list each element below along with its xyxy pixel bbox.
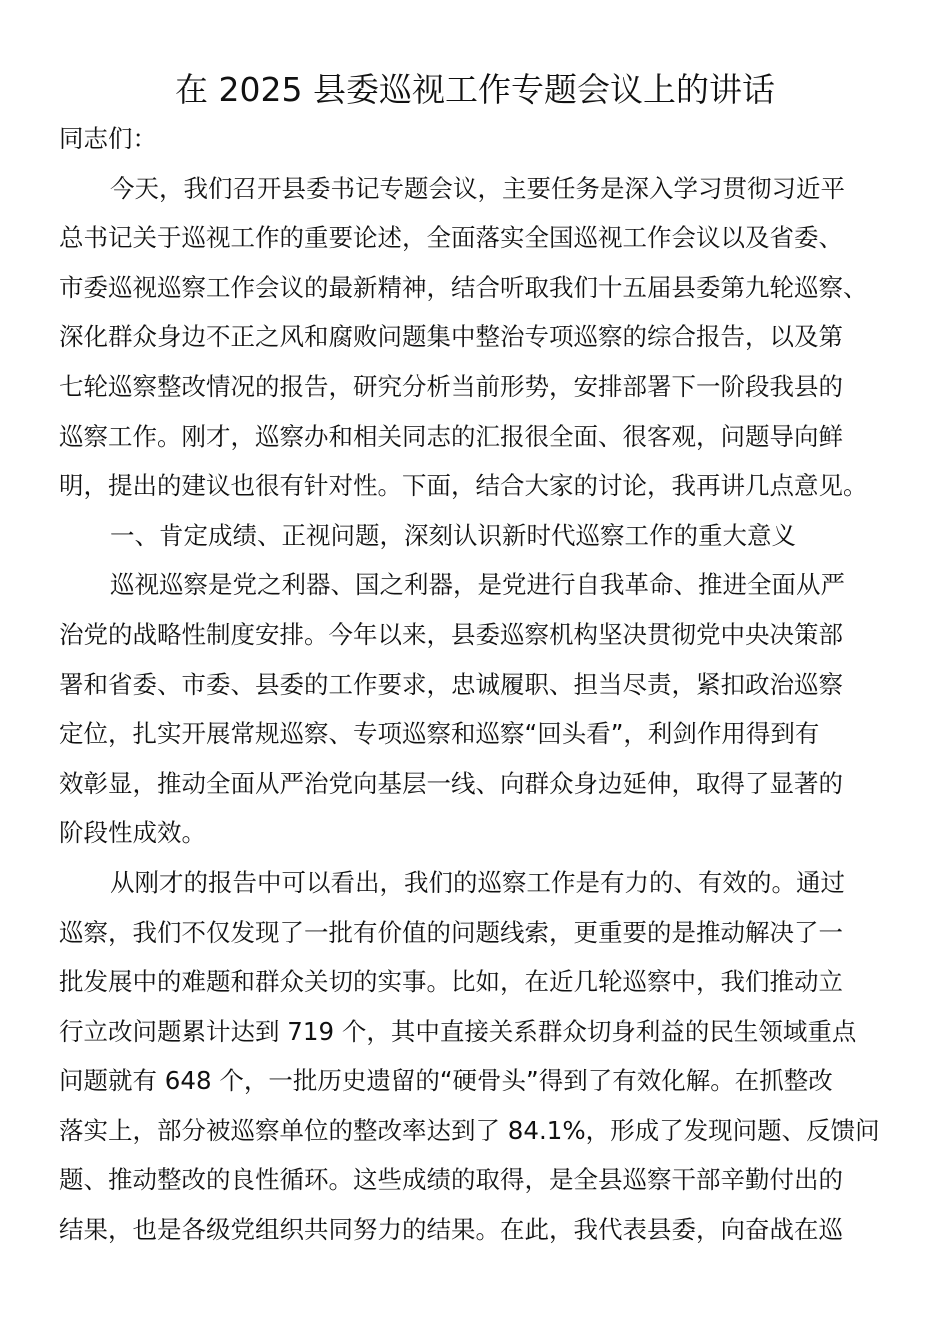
text-line: 定位，扎实开展常规巡察、专项巡察和巡察“回头看”，利剑作用得到有 (59, 719, 820, 749)
text-line: 题、推动整改的良性循环。这些成绩的取得，是全县巡察干部辛勤付出的 (59, 1165, 843, 1195)
text-line: 从刚才的报告中可以看出，我们的巡察工作是有力的、有效的。通过 (110, 867, 845, 897)
section-heading (59, 511, 899, 561)
text-line: 明，提出的建议也很有针对性。下面，结合大家的讨论，我再讲几点意见。 (59, 471, 868, 501)
document-title: 在 2025 县委巡视工作专题会议上的讲话 (175, 70, 775, 109)
text-line: 今天，我们召开县委书记专题会议，主要任务是深入学习贯彻习近平 (110, 173, 845, 203)
text-line: 署和省委、市委、县委的工作要求，忠诚履职、担当尽责，紧扣政治巡察 (59, 669, 843, 699)
text-line: 七轮巡察整改情况的报告，研究分析当前形势，安排部署下一阶段我县的 (59, 371, 843, 401)
paragraphs (59, 164, 899, 1255)
text-line: 巡视巡察是党之利器、国之利器，是党进行自我革命、推进全面从严 (110, 570, 845, 600)
text-line: 结果，也是各级党组织共同努力的结果。在此，我代表县委，向奋战在巡 (59, 1215, 843, 1245)
text-line: 阶段性成效。 (59, 818, 206, 848)
document-body (59, 114, 899, 1255)
paragraph (59, 858, 899, 1255)
text-line: 巡察工作。刚才，巡察办和相关同志的汇报很全面、很客观，问题导向鲜 (59, 421, 843, 451)
text-line: 巡察，我们不仅发现了一批有价值的问题线索，更重要的是推动解决了一 (59, 917, 843, 947)
text-line: 问题就有 648 个，一批历史遗留的“硬骨头”得到了有效化解。在抓整改 (59, 1066, 833, 1096)
text-line: 深化群众身边不正之风和腐败问题集中整治专项巡察的综合报告，以及第 (59, 322, 843, 352)
paragraph (59, 560, 899, 858)
text-line: 批发展中的难题和群众关切的实事。比如，在近几轮巡察中，我们推动立 (59, 967, 843, 997)
text-line: 行立改问题累计达到 719 个，其中直接关系群众切身利益的民生领域重点 (59, 1016, 857, 1046)
text-line: 一、肯定成绩、正视问题，深刻认识新时代巡察工作的重大意义 (110, 520, 796, 550)
text-line: 市委巡视巡察工作会议的最新精神，结合听取我们十五届县委第九轮巡察、 (59, 272, 868, 302)
text-line: 效彰显，推动全面从严治党向基层一线、向群众身边延伸，取得了显著的 (59, 768, 843, 798)
paragraph (59, 164, 899, 511)
text-line: 总书记关于巡视工作的重要论述，全面落实全国巡视工作会议以及省委、 (59, 223, 843, 253)
text-line: 落实上，部分被巡察单位的整改率达到了 84.1%，形成了发现问题、反馈问 (59, 1115, 880, 1145)
text-line: 治党的战略性制度安排。今年以来，县委巡察机构坚决贯彻党中央决策部 (59, 619, 843, 649)
salutation: 同志们： (59, 124, 157, 153)
